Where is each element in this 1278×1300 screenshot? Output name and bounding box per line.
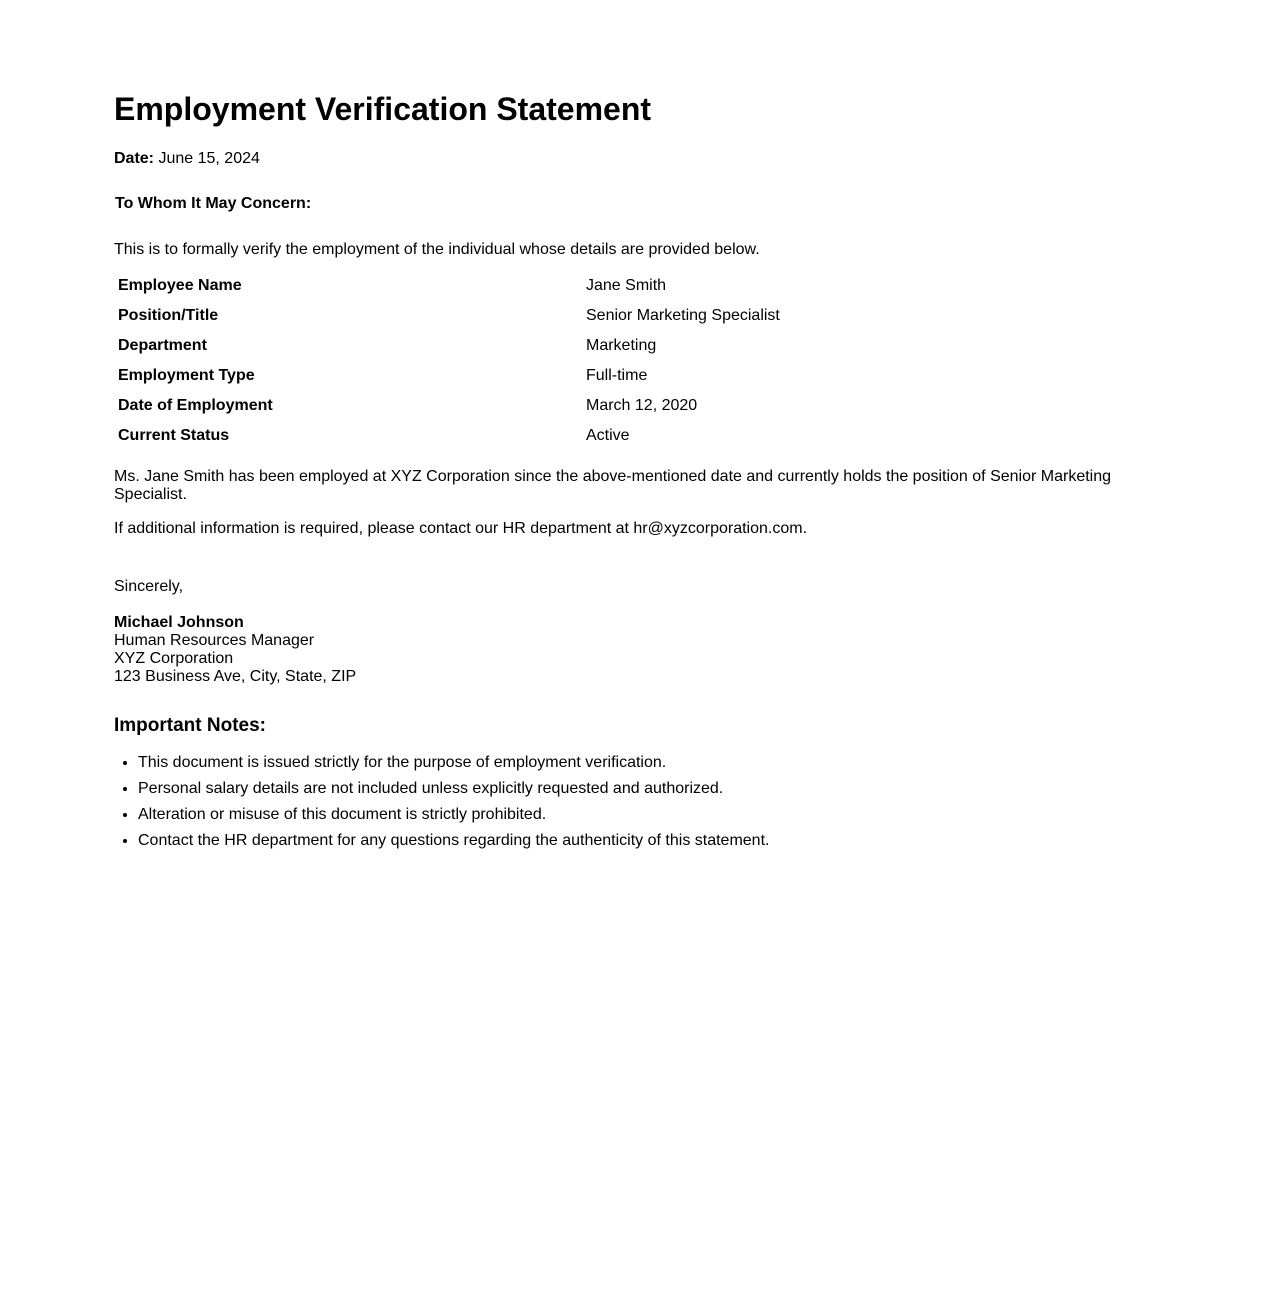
table-row	[114, 423, 1124, 453]
date-value: June 15, 2024	[158, 150, 260, 167]
list-item: • Personal salary details are not included unless explicitly requested and authorized.	[138, 780, 1128, 798]
signer-address: 123 Business Ave, City, State, ZIP	[114, 668, 357, 685]
list-item: • This document is issued strictly for the purpose of employment verification.	[138, 754, 1128, 772]
intro-paragraph: This is to formally verify the employment of the individual whose details are provided below.	[114, 241, 760, 258]
signer-company: XYZ Corporation	[114, 650, 234, 667]
date-line	[114, 150, 1128, 168]
closing: Sincerely,	[114, 578, 184, 595]
date-label: Date:	[114, 150, 155, 167]
detail-label: Employee Name	[118, 277, 242, 294]
table-row	[114, 273, 1124, 303]
table-row	[114, 333, 1124, 363]
notes-heading: Important Notes:	[114, 715, 266, 736]
table-row	[114, 393, 1124, 423]
list-item: • Contact the HR department for any questions regarding the authenticity of this statement.	[138, 832, 1128, 850]
detail-label: Employment Type	[118, 367, 255, 384]
detail-value: March 12, 2020	[586, 397, 698, 414]
body-paragraph: Ms. Jane Smith has been employed at XYZ Corporation since the above-mentioned date and currently holds the position of Senior Marketing Specialist.	[114, 468, 1112, 503]
detail-label: Department	[118, 337, 207, 354]
detail-value: Marketing	[586, 337, 657, 354]
detail-label: Current Status	[118, 427, 230, 444]
table-row	[114, 303, 1124, 333]
detail-value: Full-time	[586, 367, 648, 384]
signature-block	[114, 614, 1128, 686]
detail-value: Active	[586, 427, 630, 444]
detail-value: Jane Smith	[586, 277, 667, 294]
signer-name: Michael Johnson	[114, 614, 244, 631]
table-row	[114, 363, 1124, 393]
detail-value: Senior Marketing Specialist	[586, 307, 780, 324]
list-item: • Alteration or misuse of this document is strictly prohibited.	[138, 806, 1128, 824]
signer-title: Human Resources Manager	[114, 632, 315, 649]
notes-list	[114, 754, 1128, 850]
salutation: To Whom It May Concern:	[115, 195, 312, 212]
contact-paragraph: If additional information is required, please contact our HR department at hr@xyzcorporation.com.	[114, 520, 808, 537]
detail-label: Date of Employment	[118, 397, 273, 414]
detail-label: Position/Title	[118, 307, 219, 324]
employment-details-table	[114, 273, 1124, 453]
document-title: Employment Verification Statement	[114, 91, 652, 127]
